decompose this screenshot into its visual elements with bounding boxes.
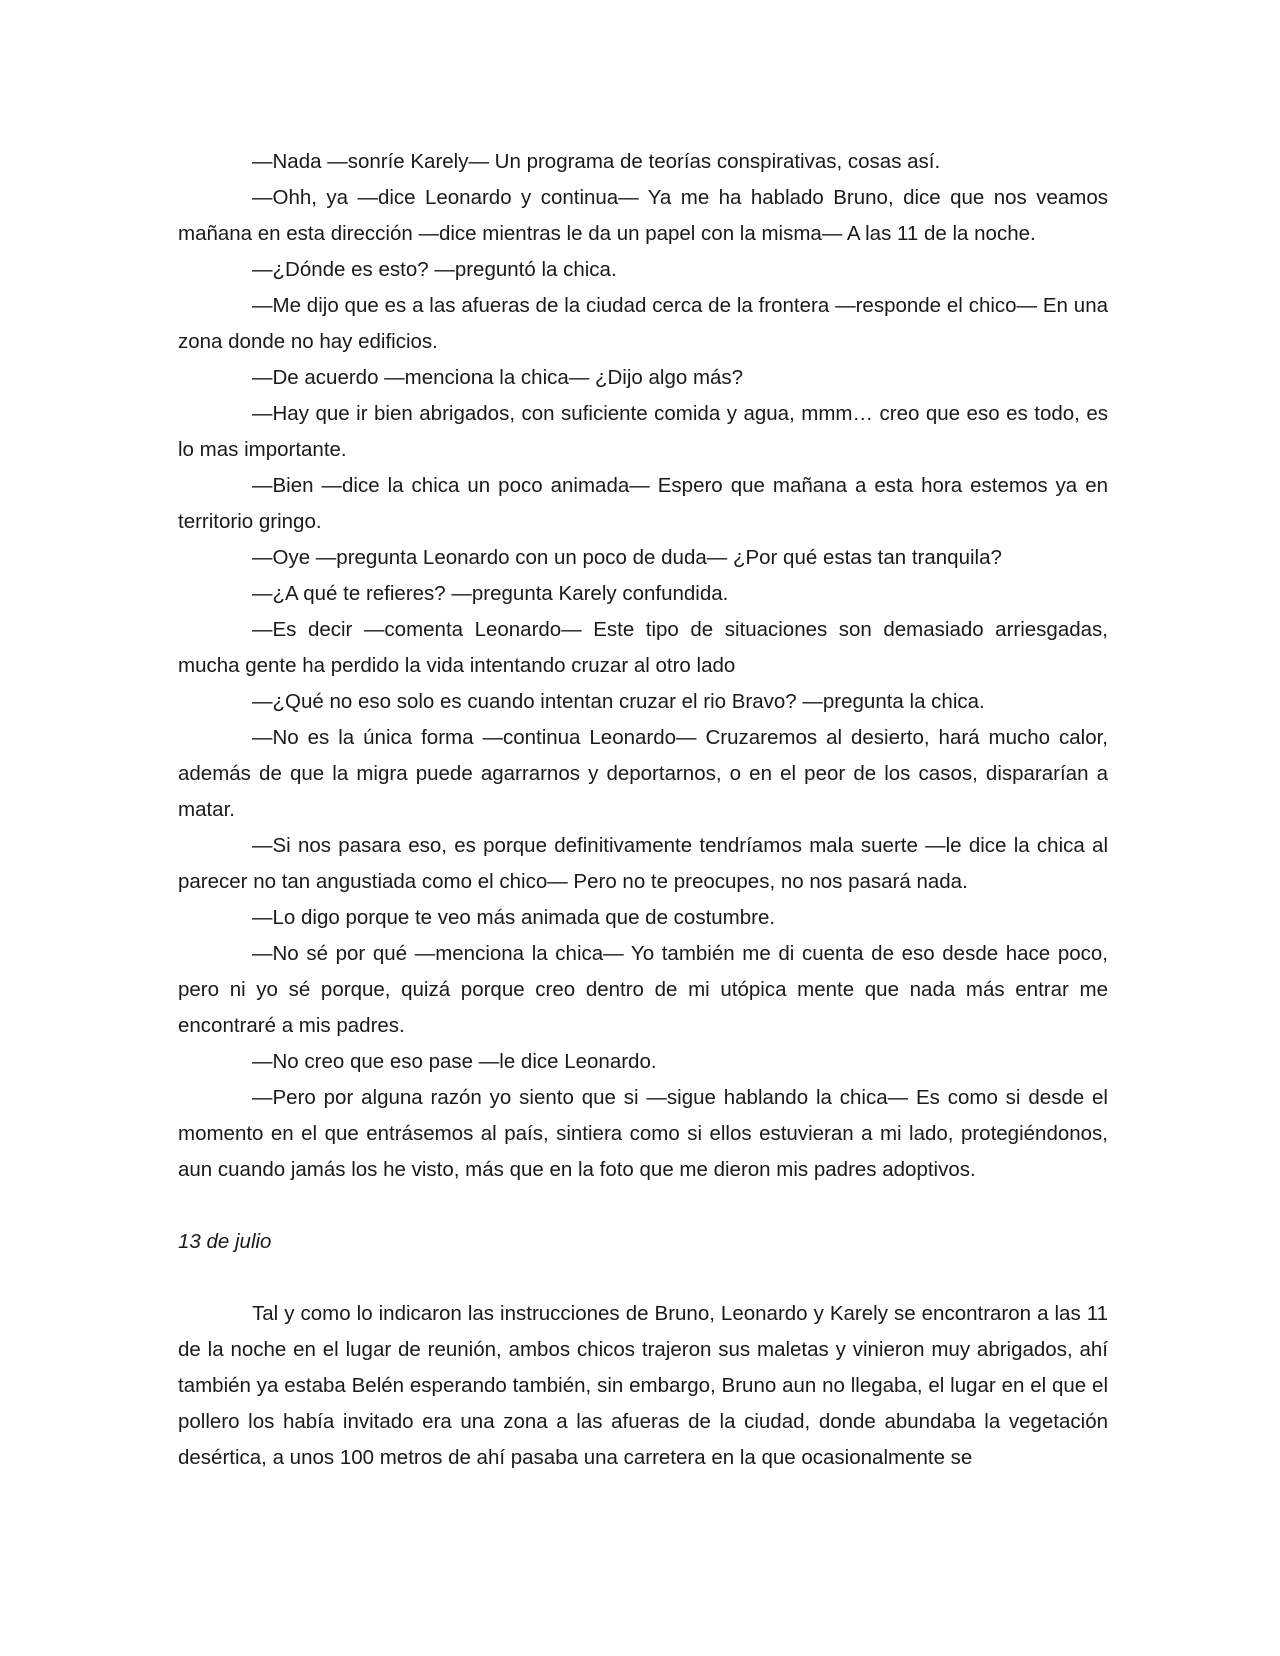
dialogue-paragraph: ―Si nos pasara eso, es porque definitivamente tendríamos mala suerte ―le dice la chica al parecer no tan angustiada como el chico― Pero no te preocupes, no nos pasará nada. <box>178 834 1108 893</box>
dialogue-paragraph: ―Oye ―pregunta Leonardo con un poco de duda― ¿Por qué estas tan tranquila? <box>252 546 1002 569</box>
document-body <box>178 144 1108 1476</box>
dialogue-paragraph: ―Me dijo que es a las afueras de la ciudad cerca de la frontera ―responde el chico― En una zona donde no hay edificios. <box>178 294 1108 353</box>
dialogue-paragraph: ―Lo digo porque te veo más animada que de costumbre. <box>252 906 776 929</box>
dialogue-paragraph: ―No es la única forma ―continua Leonardo― Cruzaremos al desierto, hará mucho calor, además de que la migra puede agarrarnos y deportarnos, o en el peor de los casos, dispararían a matar. <box>178 726 1108 821</box>
dialogue-paragraph: ―Ohh, ya ―dice Leonardo y continua― Ya me ha hablado Bruno, dice que nos veamos mañana en esta dirección ―dice mientras le da un papel con la misma― A las 11 de la noche. <box>178 186 1108 245</box>
dialogue-paragraph: ―Bien ―dice la chica un poco animada― Espero que mañana a esta hora estemos ya en territorio gringo. <box>178 474 1108 533</box>
dialogue-paragraph: ―¿A qué te refieres? ―pregunta Karely confundida. <box>252 582 729 605</box>
dialogue-paragraph: ―No sé por qué ―menciona la chica― Yo también me di cuenta de eso desde hace poco, pero ni yo sé porque, quizá porque creo dentro de mi utópica mente que nada más entrar me encontraré a mis padres. <box>178 942 1108 1037</box>
date-heading: 13 de julio <box>178 1230 272 1253</box>
dialogue-paragraph: ―Pero por alguna razón yo siento que si ―sigue hablando la chica― Es como si desde el momento en el que entrásemos al país, sintiera como si ellos estuvieran a mi lado, protegiéndonos, aun cuando jamás los he visto, más que en la foto que me dieron mis padres adoptivos. <box>178 1086 1108 1181</box>
dialogue-paragraph: ―Es decir ―comenta Leonardo― Este tipo de situaciones son demasiado arriesgadas, mucha gente ha perdido la vida intentando cruzar al otro lado <box>178 618 1108 677</box>
dialogue-paragraph: ―De acuerdo ―menciona la chica― ¿Dijo algo más? <box>252 366 744 389</box>
dialogue-paragraph: ―No creo que eso pase ―le dice Leonardo. <box>252 1050 657 1073</box>
dialogue-paragraph: ―¿Qué no eso solo es cuando intentan cruzar el rio Bravo? ―pregunta la chica. <box>252 690 985 713</box>
dialogue-paragraph: ―Nada ―sonríe Karely― Un programa de teorías conspirativas, cosas así. <box>252 150 941 173</box>
dialogue-paragraph: ―¿Dónde es esto? ―preguntó la chica. <box>252 258 617 281</box>
dialogue-paragraph: ―Hay que ir bien abrigados, con suficiente comida y agua, mmm… creo que eso es todo, es lo mas importante. <box>178 402 1108 461</box>
narrative-paragraph: Tal y como lo indicaron las instrucciones de Bruno, Leonardo y Karely se encontraron a las 11 de la noche en el lugar de reunión, ambos chicos trajeron sus maletas y vinieron muy abrigados, ahí también ya estaba Belén esperando también, sin embargo, Bruno aun no llegaba, el lugar en el que el pollero los había invitado era una zona a las afueras de la ciudad, donde abundaba la vegetación desértica, a unos 100 metros de ahí pasaba una carretera en la que ocasionalmente se <box>178 1302 1108 1469</box>
